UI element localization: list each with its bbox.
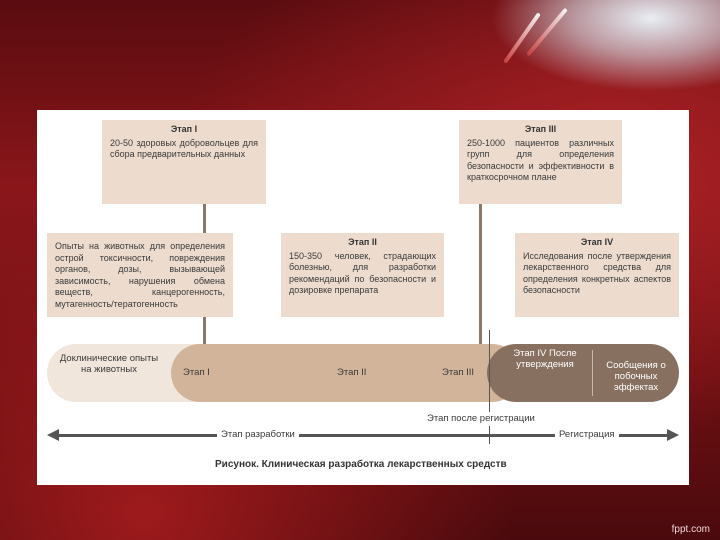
registration-label: Регистрация bbox=[555, 429, 619, 440]
registration-tick bbox=[489, 426, 490, 444]
development-label: Этап разработки bbox=[217, 429, 299, 440]
footer-brand: fppt.com bbox=[671, 524, 710, 535]
reports-label: Сообщения о побочных эффектах bbox=[606, 360, 666, 393]
stage4-box bbox=[515, 233, 679, 317]
stage1-box bbox=[102, 120, 266, 204]
stage1-text: 20-50 здоровых добровольцев для сбора предварительных данных bbox=[110, 137, 258, 159]
stage1-title: Этап I bbox=[170, 124, 198, 134]
diagram-card bbox=[37, 110, 689, 485]
header-photo bbox=[490, 0, 720, 92]
band-divider bbox=[592, 350, 593, 396]
stage4-text: Исследования после утверждения лекарственного средства для определения конкретных аспектов безопасности bbox=[523, 250, 671, 295]
stage2-title: Этап II bbox=[348, 237, 377, 247]
arrow-right-head bbox=[667, 429, 679, 441]
registration-marker bbox=[489, 330, 490, 412]
stage4-title: Этап IV bbox=[580, 237, 614, 247]
figure-caption: Рисунок. Клиническая разработка лекарственных средств bbox=[215, 459, 507, 470]
stage3-connector bbox=[479, 204, 482, 344]
post-registration-label: Этап после регистрации bbox=[427, 413, 535, 424]
stage3-text: 250-1000 пациентов различных групп для определения безопасности и эффективности в краткосрочном плане bbox=[467, 137, 614, 182]
preclinical-text: Опыты на животных для определения острой токсичности, повреждения органов, дозы, вызывающей зависимость, нарушения обмена веществ, канцерогенность, мутагенность/тератогенность bbox=[55, 241, 225, 309]
stage2-box bbox=[281, 233, 444, 317]
stage2-text: 150-350 человек, страдающих болезнью, для разработки рекомендаций по безопасности и дозировке препарата bbox=[289, 250, 436, 295]
preclinical-box bbox=[47, 233, 233, 317]
stage1-band-label: Этап I bbox=[183, 367, 210, 378]
stage2-band-label: Этап II bbox=[337, 367, 367, 378]
stage3-band-label: Этап III bbox=[442, 367, 475, 378]
stage4-band-label: Этап IV После утверждения bbox=[513, 348, 577, 370]
stage3-box bbox=[459, 120, 622, 204]
stage3-title: Этап III bbox=[524, 124, 557, 134]
preclinical-label: Доклинические опыты на животных bbox=[59, 353, 159, 375]
